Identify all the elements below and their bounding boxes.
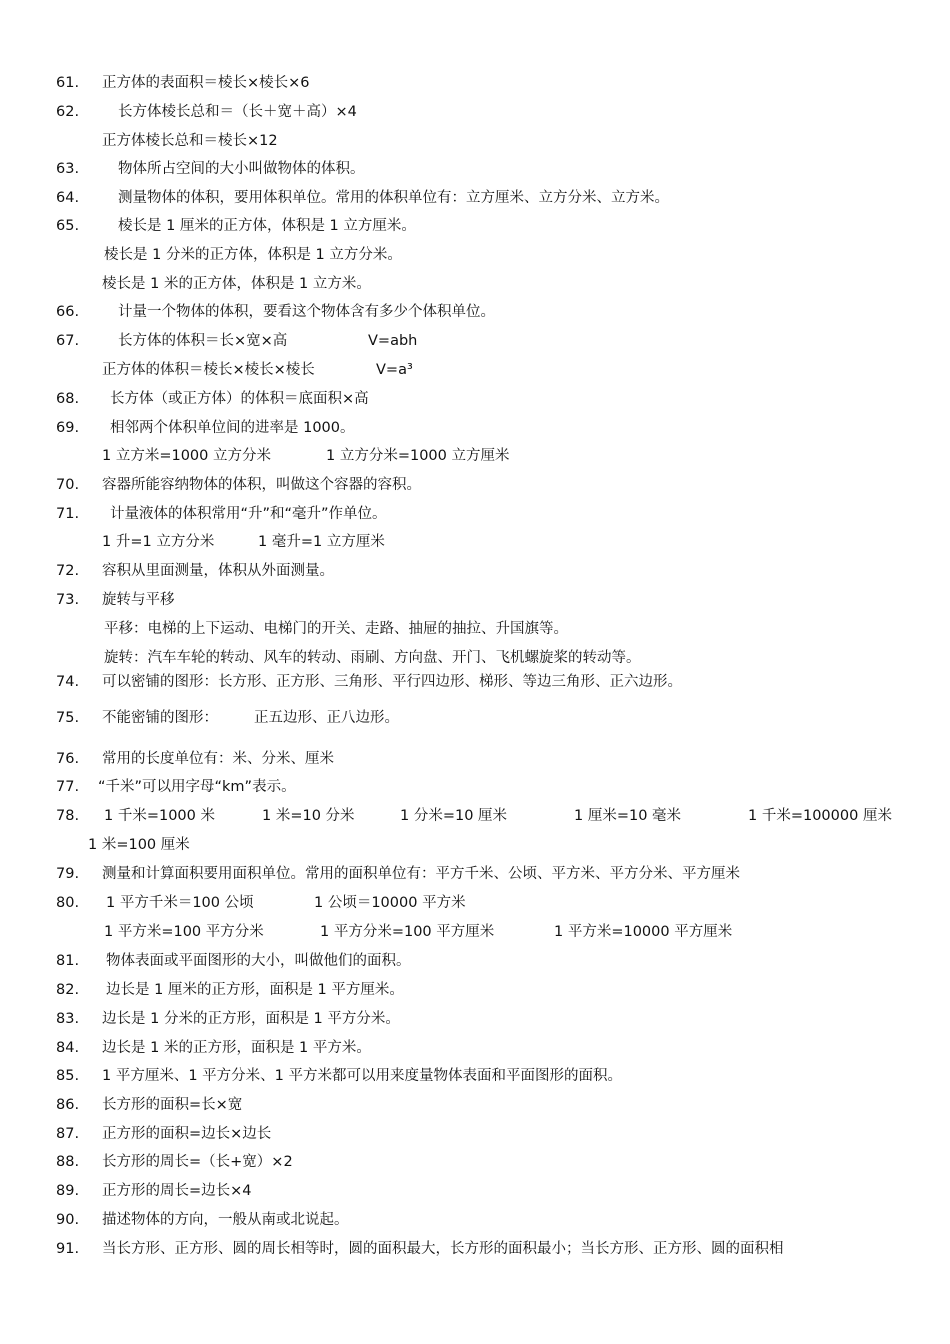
item-text: 旋转与平移 xyxy=(102,592,175,608)
item-text-2: 1 公顷＝10000 平方米 xyxy=(314,895,466,911)
conversion-4: 1 厘米=10 毫米 xyxy=(574,808,682,824)
item-number: 76. xyxy=(56,751,80,767)
item-text: 容器所能容纳物体的体积，叫做这个容器的容积。 xyxy=(102,477,421,493)
item-text: 正方形的周长=边长×4 xyxy=(102,1183,252,1199)
item-number: 91. xyxy=(56,1241,80,1257)
item-number: 72. xyxy=(56,563,80,579)
item-number: 77. xyxy=(56,779,80,795)
conversion-1: 1 千米=1000 米 xyxy=(104,808,215,824)
item-number: 90. xyxy=(56,1212,80,1228)
conversion-2: 1 平方分米=100 平方厘米 xyxy=(320,924,495,940)
conversion-3: 1 平方米=10000 平方厘米 xyxy=(554,924,733,940)
item-text: 计量一个物体的体积，要看这个物体含有多少个体积单位。 xyxy=(118,304,495,320)
item-text: 1 立方米=1000 立方分米 xyxy=(102,448,271,464)
item-text: 容积从里面测量，体积从外面测量。 xyxy=(102,563,334,579)
item-number: 83. xyxy=(56,1011,80,1027)
item-number: 65. xyxy=(56,218,80,234)
item-number: 81. xyxy=(56,953,80,969)
item-text: 物体表面或平面图形的大小，叫做他们的面积。 xyxy=(106,953,411,969)
item-text: 长方形的面积=长×宽 xyxy=(102,1097,243,1113)
item-text: 正方体的表面积＝棱长×棱长×6 xyxy=(102,75,310,91)
item-number: 73. xyxy=(56,592,80,608)
item-text: 旋转：汽车车轮的转动、风车的转动、雨刷、方向盘、开门、飞机螺旋桨的转动等。 xyxy=(104,650,641,666)
item-text-2: 1 毫升=1 立方厘米 xyxy=(258,534,385,550)
item-number: 70. xyxy=(56,477,80,493)
item-number: 78. xyxy=(56,808,80,824)
item-number: 67. xyxy=(56,333,80,349)
item-text: 正方体棱长总和＝棱长×12 xyxy=(102,133,278,149)
item-text-2: 正五边形、正八边形。 xyxy=(254,710,399,726)
item-number: 71. xyxy=(56,506,80,522)
item-text: 平移：电梯的上下运动、电梯门的开关、走路、抽屉的抽拉、升国旗等。 xyxy=(104,621,568,637)
item-text: 常用的长度单位有：米、分米、厘米 xyxy=(102,751,334,767)
item-text: 1 平方厘米、1 平方分米、1 平方米都可以用来度量物体表面和平面图形的面积。 xyxy=(102,1068,623,1084)
item-text: “千米”可以用字母“km”表示。 xyxy=(98,779,296,795)
item-text: 边长是 1 厘米的正方形，面积是 1 平方厘米。 xyxy=(106,982,404,998)
conversion-3: 1 分米=10 厘米 xyxy=(400,808,508,824)
item-text: 测量和计算面积要用面积单位。常用的面积单位有：平方千米、公顷、平方米、平方分米、平方厘米 xyxy=(102,866,740,882)
item-number: 63. xyxy=(56,161,80,177)
item-number: 80. xyxy=(56,895,80,911)
item-text: 正方形的面积=边长×边长 xyxy=(102,1126,272,1142)
item-number: 88. xyxy=(56,1154,80,1170)
item-text: 正方体的体积＝棱长×棱长×棱长 xyxy=(102,362,315,378)
item-number: 86. xyxy=(56,1097,80,1113)
item-number: 75. xyxy=(56,710,80,726)
item-number: 82. xyxy=(56,982,80,998)
item-number: 89. xyxy=(56,1183,80,1199)
item-text-2: 1 立方分米=1000 立方厘米 xyxy=(326,448,510,464)
item-number: 66. xyxy=(56,304,80,320)
item-number: 62. xyxy=(56,104,80,120)
item-text: 1 平方千米＝100 公顷 xyxy=(106,895,254,911)
item-text: 长方体（或正方体）的体积＝底面积×高 xyxy=(110,391,369,407)
conversion-1: 1 平方米=100 平方分米 xyxy=(104,924,264,940)
item-text: 物体所占空间的大小叫做物体的体积。 xyxy=(118,161,365,177)
item-text: 计量液体的体积常用“升”和“毫升”作单位。 xyxy=(110,506,387,522)
item-text: 描述物体的方向，一般从南或北说起。 xyxy=(102,1212,349,1228)
item-text: 1 米=100 厘米 xyxy=(88,837,190,853)
item-number: 84. xyxy=(56,1040,80,1056)
item-number: 87. xyxy=(56,1126,80,1142)
item-text: 1 升=1 立方分米 xyxy=(102,534,215,550)
item-number: 74. xyxy=(56,674,80,690)
item-text: 可以密铺的图形：长方形、正方形、三角形、平行四边形、梯形、等边三角形、正六边形。 xyxy=(102,674,682,690)
item-number: 61. xyxy=(56,75,80,91)
item-text: 不能密铺的图形： xyxy=(102,710,218,726)
item-number: 64. xyxy=(56,190,80,206)
item-number: 79. xyxy=(56,866,80,882)
item-text: 测量物体的体积，要用体积单位。常用的体积单位有：立方厘米、立方分米、立方米。 xyxy=(118,190,669,206)
formula: V=a³ xyxy=(376,362,413,378)
item-number: 69. xyxy=(56,420,80,436)
item-number: 68. xyxy=(56,391,80,407)
item-text: 边长是 1 分米的正方形，面积是 1 平方分米。 xyxy=(102,1011,400,1027)
conversion-2: 1 米=10 分米 xyxy=(262,808,355,824)
item-text: 棱长是 1 米的正方体，体积是 1 立方米。 xyxy=(102,276,371,292)
formula: V=abh xyxy=(368,333,418,349)
item-text: 边长是 1 米的正方形，面积是 1 平方米。 xyxy=(102,1040,371,1056)
item-number: 85. xyxy=(56,1068,80,1084)
item-text: 长方体的体积＝长×宽×高 xyxy=(118,333,288,349)
item-text: 长方体棱长总和＝（长＋宽＋高）×4 xyxy=(118,104,357,120)
item-text: 棱长是 1 厘米的正方体，体积是 1 立方厘米。 xyxy=(118,218,416,234)
conversion-5: 1 千米=100000 厘米 xyxy=(748,808,892,824)
item-text: 长方形的周长=（长+宽）×2 xyxy=(102,1154,293,1170)
item-text: 当长方形、正方形、圆的周长相等时，圆的面积最大，长方形的面积最小；当长方形、正方形、圆的面积相 xyxy=(102,1241,784,1257)
item-text: 棱长是 1 分米的正方体，体积是 1 立方分米。 xyxy=(104,247,402,263)
item-text: 相邻两个体积单位间的进率是 1000。 xyxy=(110,420,355,436)
